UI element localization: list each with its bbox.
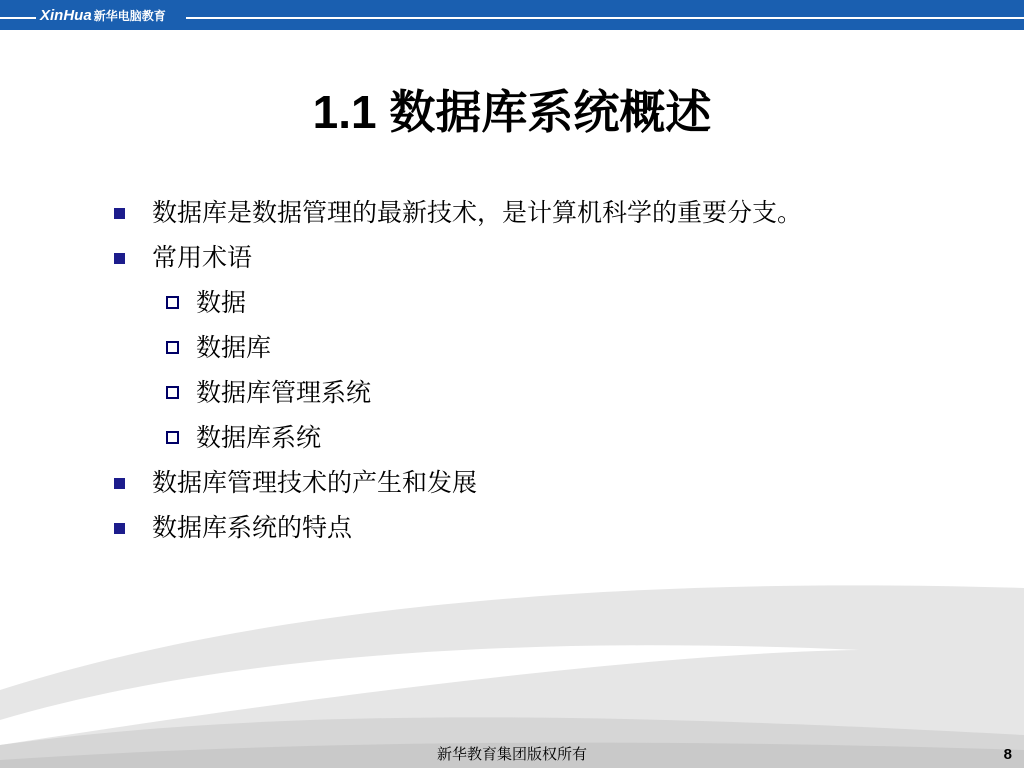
filled-square-bullet-icon xyxy=(114,523,125,534)
filled-square-bullet-icon xyxy=(114,253,125,264)
bullet-text: 常用术语 xyxy=(152,243,253,272)
page-number: 8 xyxy=(1003,746,1012,763)
bullet-text: 数据库管理系统 xyxy=(196,378,372,407)
hollow-square-bullet-icon xyxy=(166,341,179,354)
footer-copyright: 新华教育集团版权所有 xyxy=(436,745,587,763)
hollow-square-bullet-icon xyxy=(166,386,179,399)
sub-bullet-item xyxy=(112,370,992,415)
hollow-square-bullet-icon xyxy=(166,431,179,444)
sub-bullet-item xyxy=(112,280,992,325)
bullet-list xyxy=(112,190,992,550)
bullet-text: 数据库 xyxy=(196,333,272,362)
header-divider-right xyxy=(186,17,1024,19)
bullet-item xyxy=(112,460,992,505)
bullet-item xyxy=(112,190,992,235)
xinhua-logo xyxy=(40,6,166,26)
header-divider-left xyxy=(0,17,36,19)
logo-chinese: 新华电脑教育 xyxy=(93,9,166,23)
bullet-text: 数据库系统 xyxy=(196,423,322,452)
sub-bullet-item xyxy=(112,325,992,370)
decorative-swoosh xyxy=(0,560,1024,768)
bullet-text: 数据库是数据管理的最新技术，是计算机科学的重要分支。 xyxy=(152,198,803,227)
bullet-text: 数据 xyxy=(196,288,247,317)
hollow-square-bullet-icon xyxy=(166,296,179,309)
bullet-text: 数据库系统的特点 xyxy=(152,513,353,542)
slide-title: 1.1 数据库系统概述 xyxy=(312,86,712,138)
bullet-text: 数据库管理技术的产生和发展 xyxy=(152,468,478,497)
bullet-item xyxy=(112,235,992,280)
bullet-item xyxy=(112,505,992,550)
logo-latin: XinHua xyxy=(40,7,92,24)
header-bar xyxy=(0,0,1024,30)
filled-square-bullet-icon xyxy=(114,208,125,219)
sub-bullet-item xyxy=(112,415,992,460)
filled-square-bullet-icon xyxy=(114,478,125,489)
